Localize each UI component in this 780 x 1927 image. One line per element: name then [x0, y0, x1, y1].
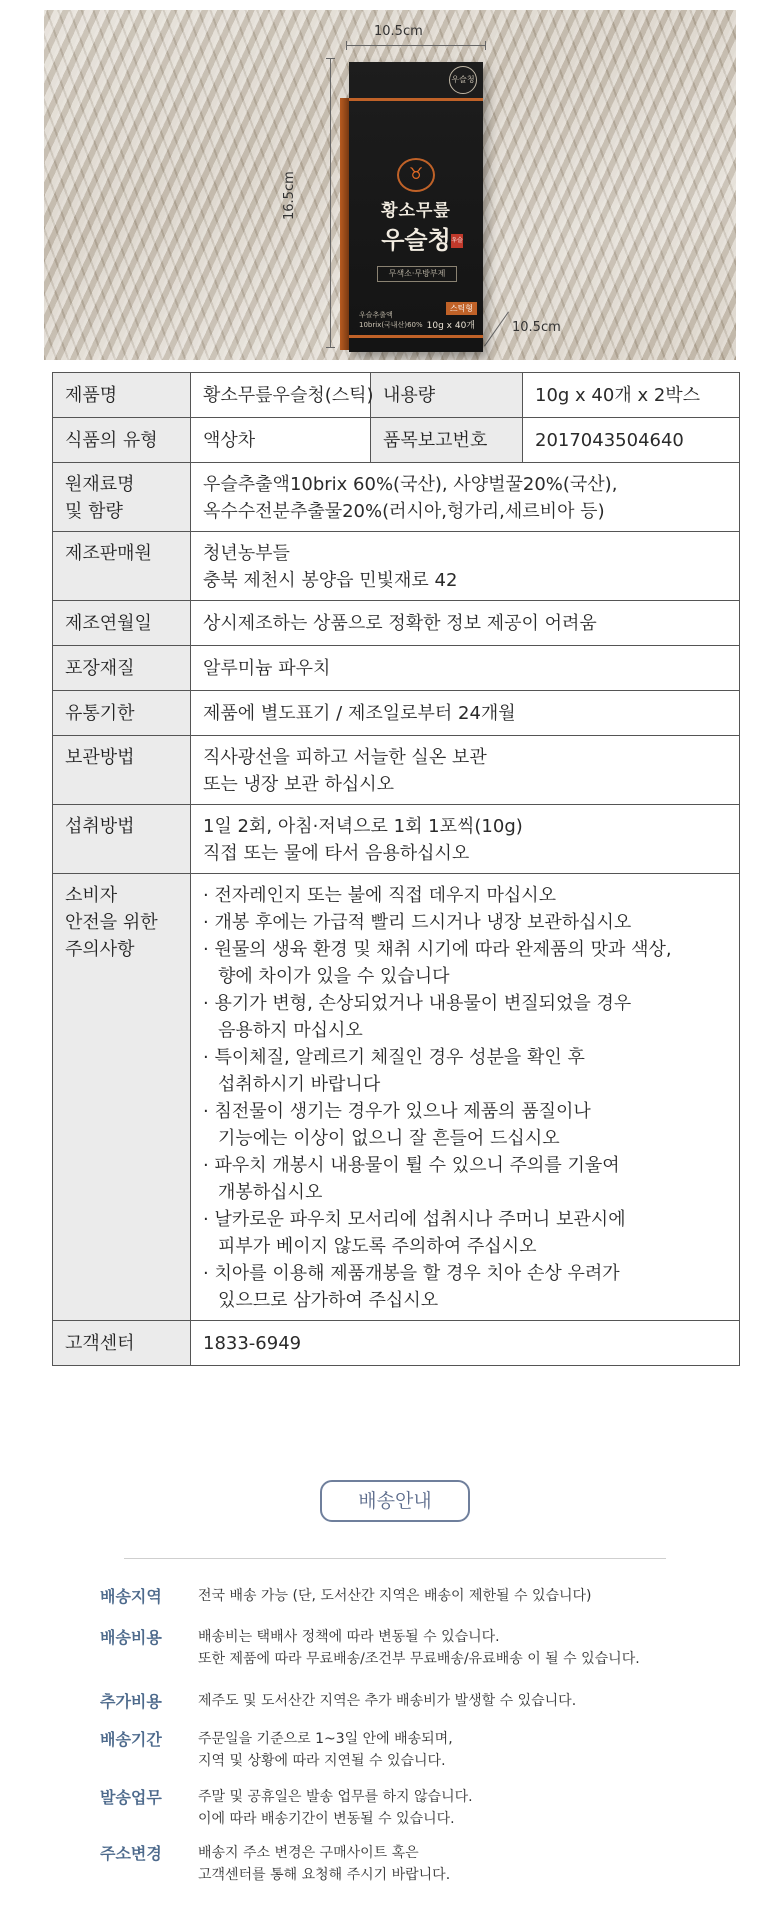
shipping-value: 주문일을 기준으로 1~3일 안에 배송되며, 지역 및 상황에 따라 지연될 수 있습니다. [198, 1731, 453, 1769]
volume-value: 10g x 40개 x 2박스 [523, 373, 740, 418]
spec-row-packaging [53, 646, 740, 691]
shipping-value: 전국 배송 가능 (단, 도서산간 지역은 배송이 제한될 수 있습니다) [198, 1588, 592, 1604]
box-top-band [349, 98, 483, 101]
product-spec-table [52, 372, 740, 1366]
width-dimension-label: 10.5cm [374, 24, 423, 39]
box-subtitle: 무색소·무방부제 [377, 266, 457, 282]
shipping-key: 배송지역 [100, 1587, 162, 1606]
caution-note-item: · 파우치 개봉시 내용물이 튈 수 있으니 주의를 기울여 개봉하십시오 [203, 1155, 620, 1203]
spec-row-ingredients [53, 463, 740, 532]
report-no-value: 2017043504640 [523, 418, 740, 463]
box-title-line2: 우슬청 [381, 226, 451, 254]
caution-note-item: · 용기가 변형, 손상되었거나 내용물이 변질되었을 경우 음용하지 마십시오 [203, 993, 632, 1041]
caution-note-item: · 원물의 생육 환경 및 채취 시기에 따라 완제품의 맛과 색상, 향에 차이가 있을 수 있습니다 [203, 939, 672, 987]
spec-row-maker [53, 532, 740, 601]
height-dimension-line [330, 58, 331, 348]
spec-row-customer-center [53, 1321, 740, 1366]
width-dimension-line [346, 45, 486, 46]
cs-value: 1833-6949 [191, 1321, 740, 1366]
shipping-info-title-button: 배송안내 [320, 1480, 470, 1522]
shipping-key: 주소변경 [100, 1844, 162, 1863]
box-red-stamp: 우슬 [451, 234, 463, 248]
caution-note-item: · 치아를 이용해 제품개봉을 할 경우 치아 손상 우려가 있으므로 삼가하여 주십시오 [203, 1263, 620, 1311]
spec-row-intake [53, 805, 740, 874]
food-type-value: 액상차 [191, 418, 371, 463]
packaging-value: 알루미늄 파우치 [191, 646, 740, 691]
volume-label: 내용량 [371, 373, 523, 418]
product-name-label: 제품명 [53, 373, 191, 418]
caution-notes [191, 874, 740, 1321]
box-seal: 우슬청 [449, 66, 477, 94]
product-box [349, 62, 483, 352]
product-name-value: 황소무릎우슬청(스틱) [191, 373, 371, 418]
shipping-key: 배송기간 [100, 1730, 162, 1749]
spec-row-storage [53, 736, 740, 805]
caution-note-item: · 침전물이 생기는 경우가 있으나 제품의 품질이나 기능에는 이상이 없으니 잘 흔들어 드십시오 [203, 1101, 591, 1149]
expiry-label: 유통기한 [53, 691, 191, 736]
shipping-value: 배송지 주소 변경은 구매사이트 혹은 고객센터를 통해 요청해 주시기 바랍니다. [198, 1845, 451, 1883]
caution-note-item: · 특이체질, 알레르기 체질인 경우 성분을 확인 후 섭취하시기 바랍니다 [203, 1047, 585, 1095]
expiry-value: 제품에 별도표기 / 제조일로부터 24개월 [191, 691, 740, 736]
shipping-key: 발송업무 [100, 1788, 162, 1807]
report-no-label: 품목보고번호 [371, 418, 523, 463]
shipping-value: 주말 및 공휴일은 발송 업무를 하지 않습니다. 이에 따라 배송기간이 변동될 수 있습니다. [198, 1789, 473, 1827]
ingredients-value: 우슬추출액10brix 60%(국산), 사양벌꿀20%(국산), 옥수수전분추출물20%(러시아,헝가리,세르비아 등) [191, 463, 740, 532]
depth-dimension-label: 10.5cm [512, 320, 561, 335]
mfg-date-value: 상시제조하는 상품으로 정확한 정보 제공이 어려움 [191, 601, 740, 646]
packaging-label: 포장재질 [53, 646, 191, 691]
maker-value: 청년농부들 충북 제천시 봉양읍 민빛재로 42 [191, 532, 740, 601]
depth-dimension-line [484, 312, 509, 347]
mfg-date-label: 제조연월일 [53, 601, 191, 646]
intake-label: 섭취방법 [53, 805, 191, 874]
shipping-value: 제주도 및 도서산간 지역은 추가 배송비가 발생할 수 있습니다. [198, 1693, 577, 1709]
caution-label: 소비자 안전을 위한 주의사항 [53, 874, 191, 1321]
cs-label: 고객센터 [53, 1321, 191, 1366]
caution-note-item: · 전자레인지 또는 불에 직접 데우지 마십시오 [203, 885, 557, 906]
ingredients-label: 원재료명 및 함량 [53, 463, 191, 532]
caution-note-item: · 개봉 후에는 가급적 빨리 드시거나 냉장 보관하십시오 [203, 912, 632, 933]
shipping-value: 배송비는 택배사 정책에 따라 변동될 수 있습니다. 또한 제품에 따라 무료배송/조건부 무료배송/유료배송 이 될 수 있습니다. [198, 1629, 640, 1667]
shipping-key: 추가비용 [100, 1692, 162, 1711]
spec-row-food-type [53, 418, 740, 463]
intake-value: 1일 2회, 아침·저녁으로 1회 1포씩(10g) 직접 또는 물에 타서 음용하십시오 [191, 805, 740, 874]
maker-label: 제조판매원 [53, 532, 191, 601]
box-title-line1: 황소무릎 [381, 201, 451, 221]
spec-row-caution [53, 874, 740, 1321]
box-bottom-band [349, 335, 483, 338]
caution-note-list [203, 882, 727, 1314]
storage-value: 직사광선을 피하고 서늘한 실온 보관 또는 냉장 보관 하십시오 [191, 736, 740, 805]
caution-note-item: · 날카로운 파우치 모서리에 섭취시나 주머니 보관시에 피부가 베이지 않도록 주의하여 주십시오 [203, 1209, 626, 1257]
bull-logo-icon: ♉ [397, 158, 435, 192]
product-image [44, 10, 736, 360]
storage-label: 보관방법 [53, 736, 191, 805]
food-type-label: 식품의 유형 [53, 418, 191, 463]
spec-row-expiry [53, 691, 740, 736]
spec-row-product-name [53, 373, 740, 418]
box-ingredient-line2: 10brix(국내산)60% [359, 321, 423, 329]
box-ingredient-line1: 우슬추출액 [359, 311, 393, 319]
box-stick-tag: 스틱형 [446, 302, 477, 315]
shipping-key: 배송비용 [100, 1628, 162, 1647]
height-dimension-label: 16.5cm [282, 171, 297, 220]
spec-row-mfg-date [53, 601, 740, 646]
shipping-divider [124, 1558, 666, 1559]
box-net-weight: 10g x 40개 [426, 321, 475, 331]
